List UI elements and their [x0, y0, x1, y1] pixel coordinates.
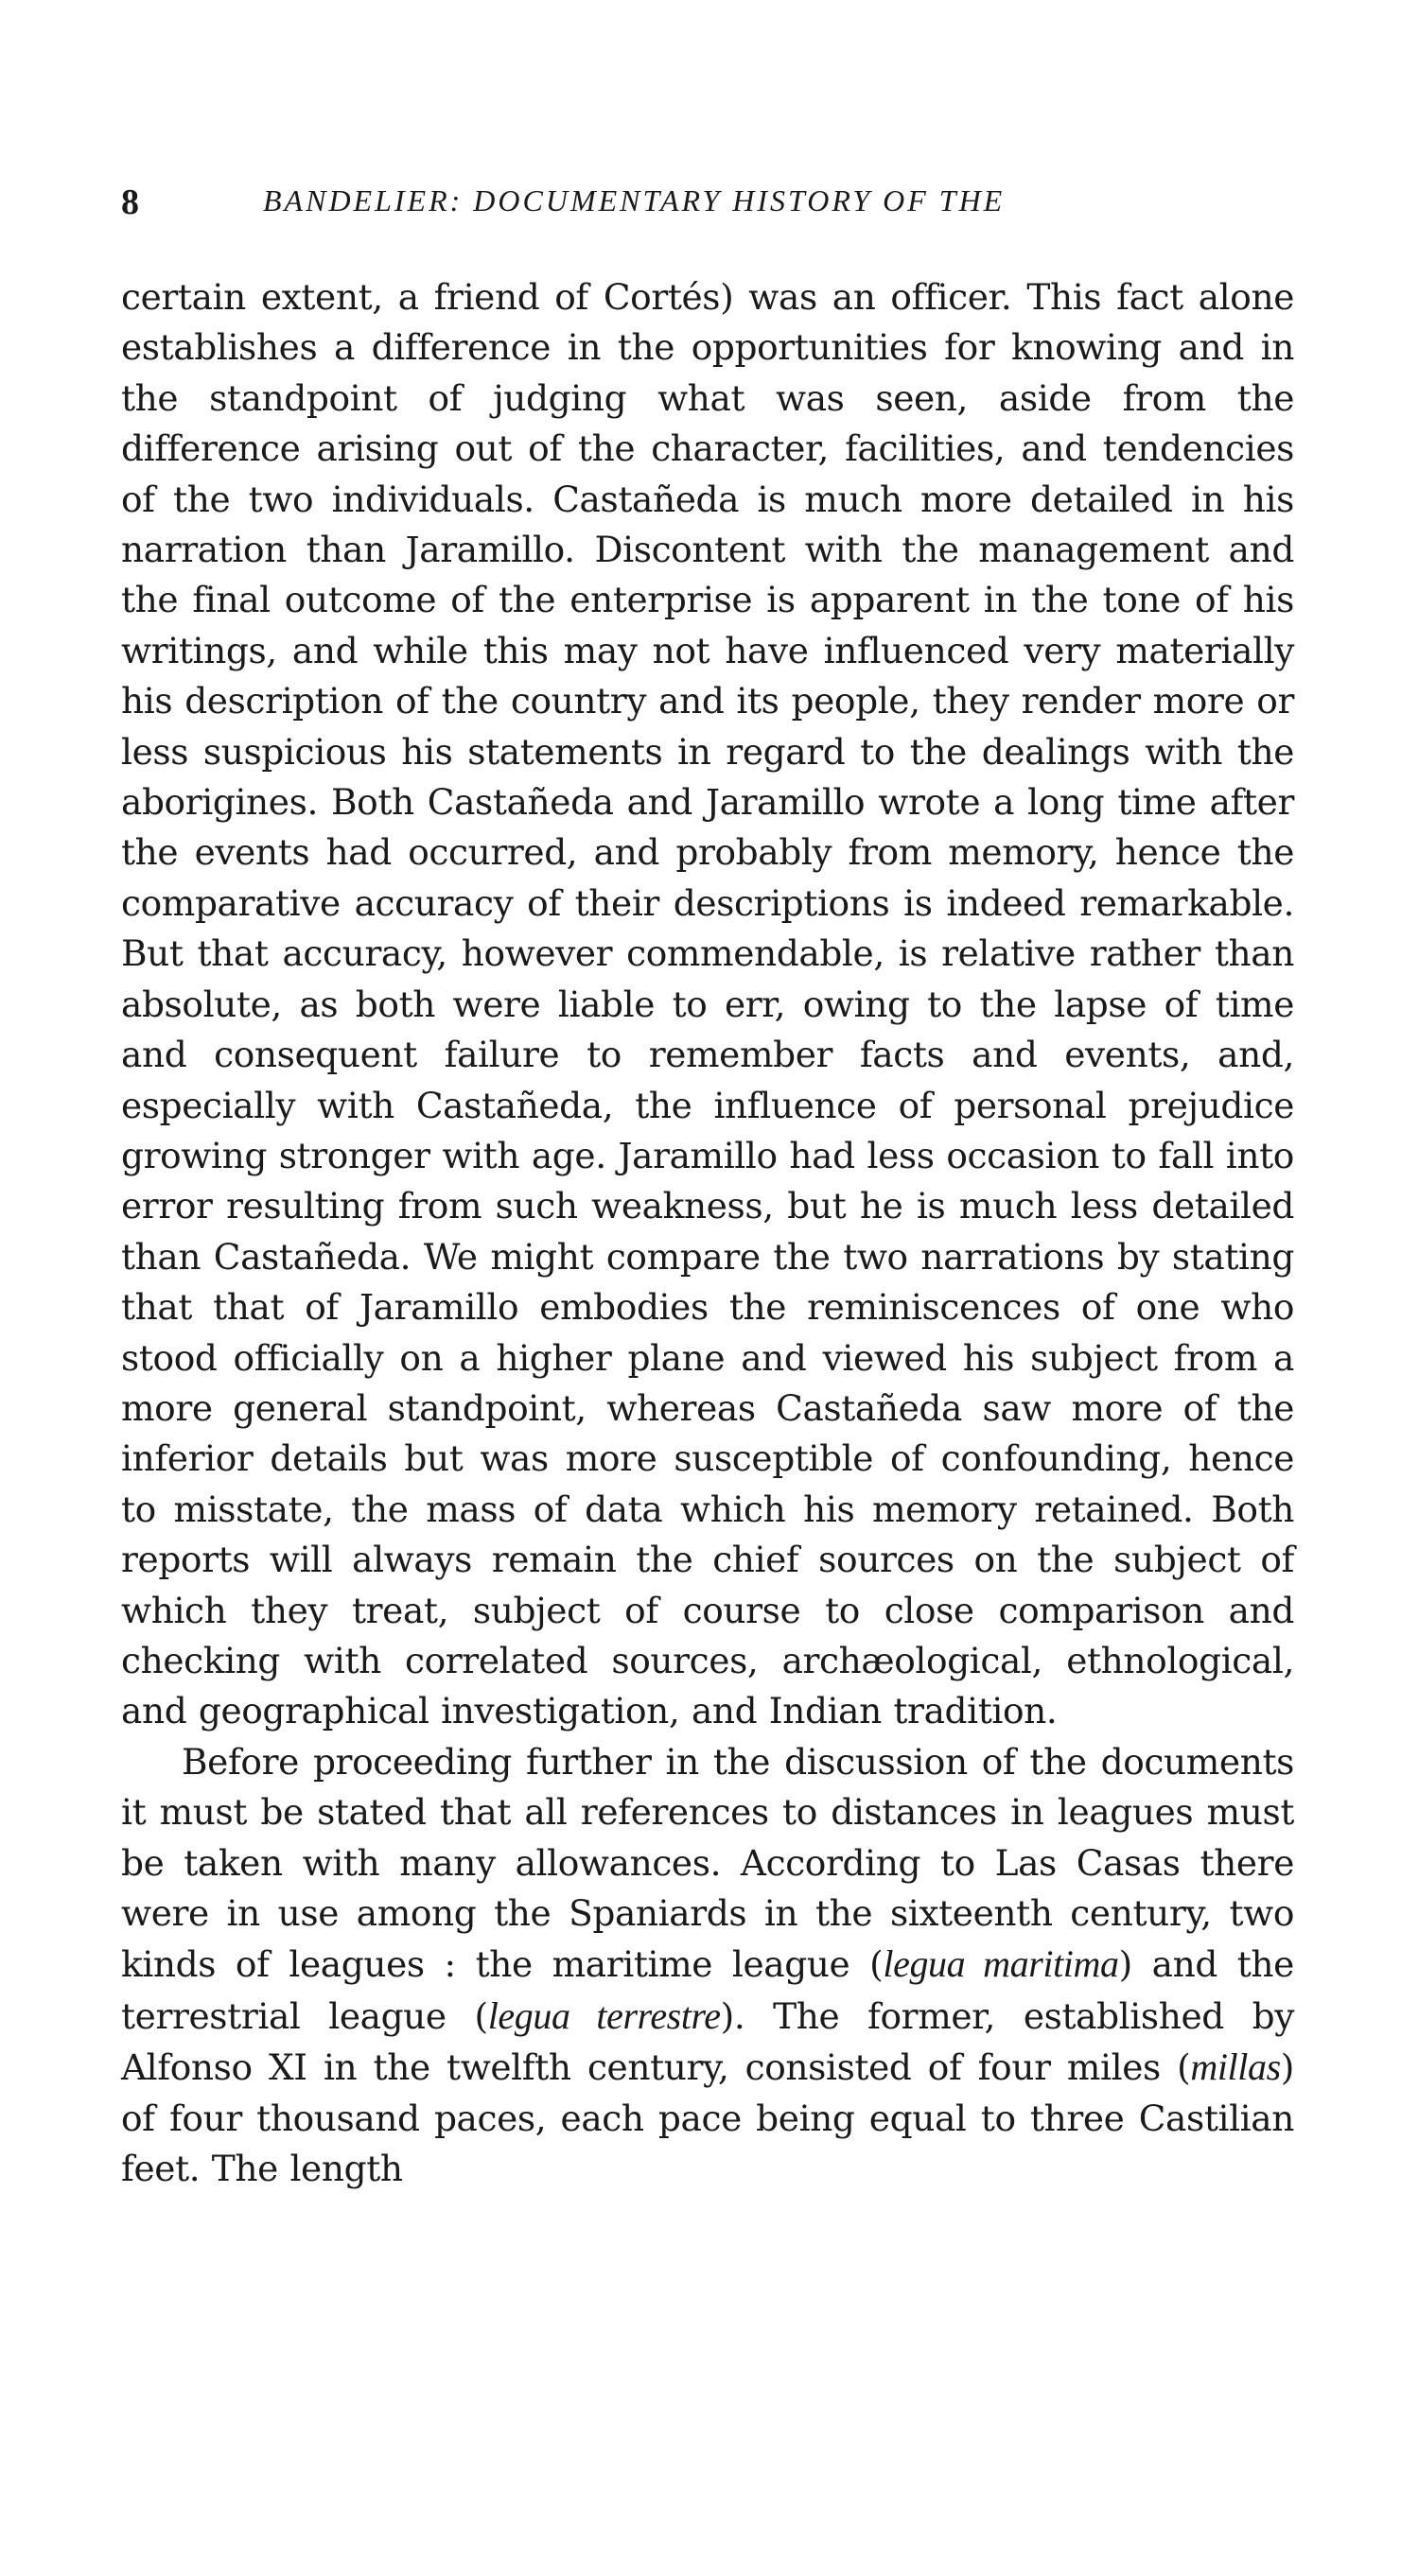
page-number: 8: [121, 183, 139, 222]
paragraph-1: certain extent, a friend of Cortés) was an officer. This fact alone establishes a difference in the opportunities for knowing and in the standpoint of judging what was seen, aside from the difference arising out of the character, facilities, and tendencies of the two individuals. Castañeda is much more detailed in his narration than Jaramillo. Discontent with the management and the final outcome of the enterprise is apparent in the tone of his writings, and while this may not have influenced very materially his description of the country and its people, they render more or less suspicious his statements in regard to the dealings with the aborigines. Both Castañeda and Jaramillo wrote a long time after the events had occurred, and probably from memory, hence the comparative accuracy of their descriptions is indeed remarkable. But that accuracy, however commendable, is relative rather than absolute, as both were liable to err, owing to the lapse of time and consequent failure to remember facts and events, and, especially with Castañeda, the influence of personal prejudice growing stronger with age. Jaramillo had less occasion to fall into error resulting from such weakness, but he is much less detailed than Castañeda. We might compare the two narrations by stating that that of Jaramillo embodies the reminiscences of one who stood officially on a higher plane and viewed his subject from a more general standpoint, whereas Castañeda saw more of the inferior details but was more susceptible of confounding, hence to misstate, the mass of data which his memory retained. Both reports will always remain the chief sources on the subject of which they treat, subject of course to close comparison and checking with correlated sources, archæological, ethnological, and geographical investigation, and Indian tradition.: [121, 276, 1294, 1732]
paragraph-2: [121, 1737, 1294, 2195]
term-legua-maritima: legua maritima: [883, 1942, 1119, 1986]
term-legua-terrestre: legua terrestre: [487, 1993, 721, 2037]
paragraph-2-text-a: Before proceeding further in the discussion of the documents it must be stated that all references to distances in leagues must be taken with many allowances. According to Las Casas there were in use among the Spaniards in the sixteenth century, two kinds of leagues : the maritime league (: [121, 1740, 1294, 1986]
page-header: [121, 182, 1294, 229]
paragraph-2-text-c: ). The former, established by Alfonso XI in the twelfth century, consisted of four miles (: [121, 1994, 1294, 2089]
paragraph-2-text-d: ) of four thousand paces, each pace being equal to three Castilian feet. The length: [121, 2046, 1294, 2190]
paragraph-2-text-b: ) and the terrestrial league (: [121, 1943, 1294, 2037]
term-millas: millas: [1190, 2045, 1281, 2089]
body-text: [121, 272, 1294, 2194]
running-head: BANDELIER: DOCUMENTARY HISTORY OF THE: [263, 183, 1006, 218]
